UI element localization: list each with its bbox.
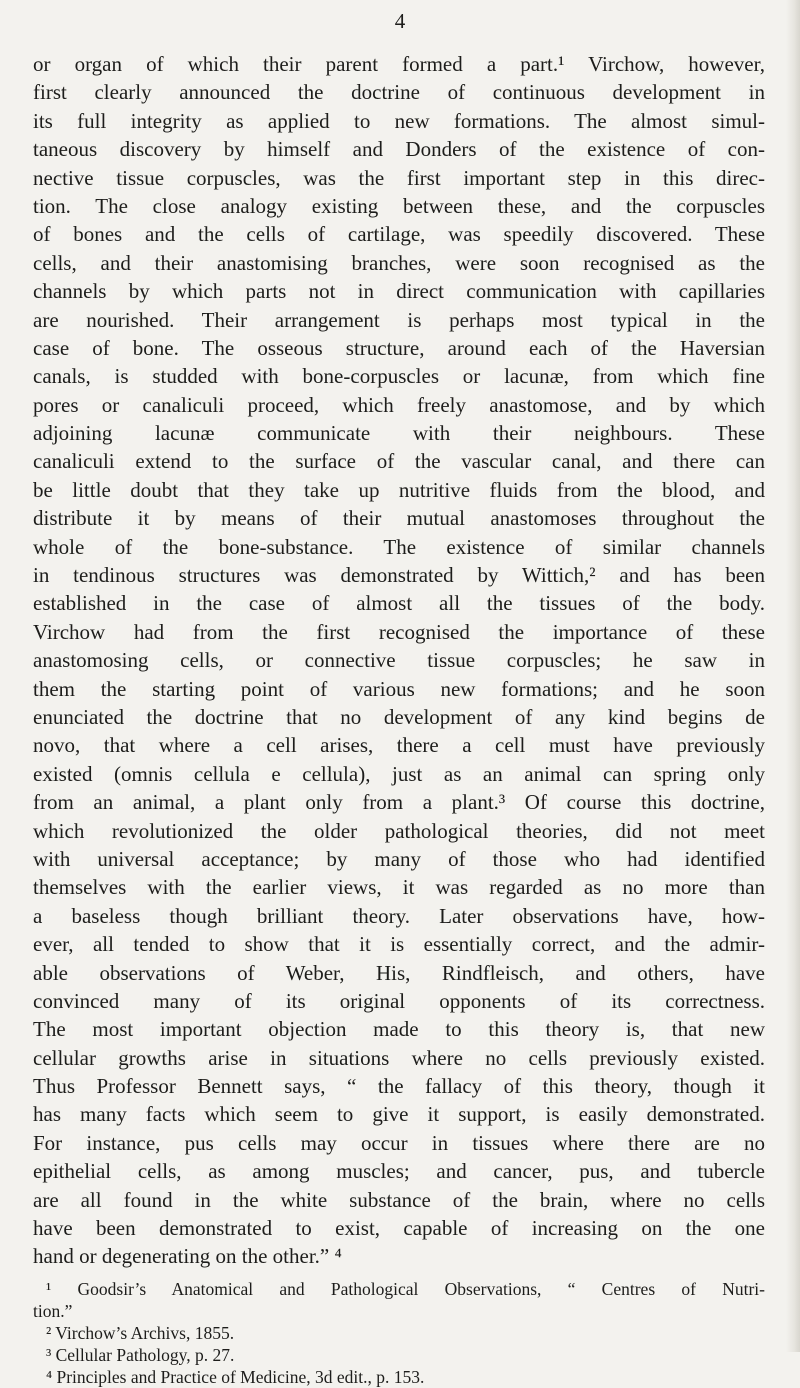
text-line: convinced many of its original opponents of its correctness. xyxy=(33,988,765,1013)
text-line: ever, all tended to show that it is essentially correct, and the admir- xyxy=(33,932,765,957)
text-line: themselves with the earlier views, it was regarded as no more than xyxy=(33,875,765,900)
text-line: tion. The close analogy existing between these, and the corpuscles xyxy=(33,193,765,218)
page-edge-shadow xyxy=(786,0,800,1352)
footnote-2: ² Virchow’s Archivs, 1855. xyxy=(46,1323,235,1343)
text-line: existed (omnis cellula e cellula), just as an animal can spring only xyxy=(33,761,765,786)
text-line: established in the case of almost all the tissues of the body. xyxy=(33,591,765,616)
text-line: taneous discovery by himself and Donders of the existence of con- xyxy=(33,137,765,162)
text-line: a baseless though brilliant theory. Later observations have, how- xyxy=(33,903,765,928)
text-line: Thus Professor Bennett says, “ the fallacy of this theory, though it xyxy=(33,1074,765,1099)
text-line: Virchow had from the first recognised the importance of these xyxy=(33,619,765,644)
page-number: 4 xyxy=(394,9,406,33)
text-line: hand or degenerating on the other.” ⁴ xyxy=(33,1244,342,1269)
text-line: first clearly announced the doctrine of continuous development in xyxy=(33,80,765,105)
text-line: are all found in the white substance of the brain, where no cells xyxy=(33,1187,765,1212)
text-line: For instance, pus cells may occur in tissues where there are no xyxy=(33,1130,765,1155)
text-line: from an animal, a plant only from a plant.³ Of course this doctrine, xyxy=(33,790,765,815)
text-line: distribute it by means of their mutual anastomoses throughout the xyxy=(33,506,765,531)
text-line: canals, is studded with bone-corpuscles or lacunæ, from which fine xyxy=(33,364,765,389)
footnotes xyxy=(33,1278,765,1388)
text-line: are nourished. Their arrangement is perhaps most typical in the xyxy=(33,307,765,332)
text-line: whole of the bone-substance. The existence of similar channels xyxy=(33,534,765,559)
text-line: which revolutionized the older pathological theories, did not meet xyxy=(33,818,765,843)
footnote-1: ¹ Goodsir’s Anatomical and Pathological Observations, “ Centres of Nutri- xyxy=(46,1279,765,1299)
body-text xyxy=(33,50,765,1271)
text-line: be little doubt that they take up nutritive fluids from the blood, and xyxy=(33,477,765,502)
text-line: in tendinous structures was demonstrated by Wittich,² and has been xyxy=(33,563,765,588)
text-line: epithelial cells, as among muscles; and cancer, pus, and tubercle xyxy=(33,1159,765,1184)
text-line: cellular growths arise in situations where no cells previously existed. xyxy=(33,1045,765,1070)
text-line: canaliculi extend to the surface of the vascular canal, and there can xyxy=(33,449,765,474)
footnote-3: ³ Cellular Pathology, p. 27. xyxy=(46,1345,235,1365)
text-line: cells, and their anastomising branches, were soon recognised as the xyxy=(33,250,765,275)
text-line: The most important objection made to this theory is, that new xyxy=(33,1017,765,1042)
text-line: with universal acceptance; by many of those who had identified xyxy=(33,846,765,871)
footnote-1-continuation: tion.” xyxy=(33,1301,73,1321)
text-line: anastomosing cells, or connective tissue corpuscles; he saw in xyxy=(33,648,765,673)
text-line: has many facts which seem to give it support, is easily demonstrated. xyxy=(33,1102,765,1127)
text-line: adjoining lacunæ communicate with their neighbours. These xyxy=(33,421,765,446)
footnote-4: ⁴ Principles and Practice of Medicine, 3d edit., p. 153. xyxy=(46,1367,425,1387)
text-line: nective tissue corpuscles, was the first important step in this direc- xyxy=(33,165,765,190)
text-line: pores or canaliculi proceed, which freely anastomose, and by which xyxy=(33,392,765,417)
text-line: its full integrity as applied to new formations. The almost simul- xyxy=(33,108,765,133)
text-line: novo, that where a cell arises, there a cell must have previously xyxy=(33,733,765,758)
text-line: have been demonstrated to exist, capable of increasing on the one xyxy=(33,1216,765,1241)
text-line: of bones and the cells of cartilage, was speedily discovered. These xyxy=(33,222,765,247)
text-line: them the starting point of various new formations; and he soon xyxy=(33,676,765,701)
text-line: case of bone. The osseous structure, around each of the Haversian xyxy=(33,335,765,360)
text-line: enunciated the doctrine that no development of any kind begins de xyxy=(33,704,765,729)
text-line: able observations of Weber, His, Rindfleisch, and others, have xyxy=(33,960,765,985)
text-line: or organ of which their parent formed a part.¹ Virchow, however, xyxy=(33,52,765,76)
text-line: channels by which parts not in direct communication with capillaries xyxy=(33,279,765,304)
